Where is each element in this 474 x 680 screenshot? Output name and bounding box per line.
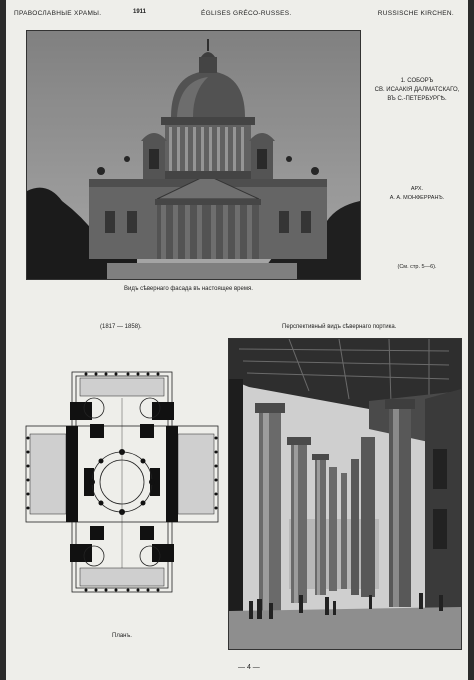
header-number: 1911 — [133, 9, 147, 15]
plan-caption: Планъ. — [112, 633, 132, 639]
portico-caption: Перспективный видъ сѣвернаго портика. — [282, 324, 397, 330]
floor-plan — [24, 368, 220, 596]
title-line-3: ВЪ С.-ПЕТЕРБУРГѢ. — [387, 96, 447, 102]
portico-photo — [228, 338, 462, 650]
page-reference: (См. стр. 5—6). — [397, 264, 437, 270]
dates-caption: (1817 — 1858). — [100, 324, 142, 330]
header-left: ПРАВОСЛАВНЫЕ ХРАМЫ. — [14, 10, 102, 17]
cathedral-photo — [26, 30, 361, 280]
header-center: ÉGLISES GRÉCO-RUSSES. — [201, 10, 292, 17]
header-right: RUSSISCHE KIRCHEN. — [377, 10, 454, 17]
arch-label: АРХ. — [410, 186, 424, 192]
north-facade-caption: Видъ сѣвернаго фасада въ настоящее время. — [124, 286, 253, 292]
document-page — [6, 0, 468, 680]
title-line-2: СВ. ИСААКІЯ ДАЛМАТСКАГО, — [374, 87, 460, 93]
title-line-1: 1. СОБОРЪ — [400, 78, 434, 84]
page-number: — 4 — — [238, 664, 260, 671]
architect-name: А. А. МОНФЕРРАНЪ. — [389, 195, 445, 201]
title-block — [368, 77, 466, 104]
